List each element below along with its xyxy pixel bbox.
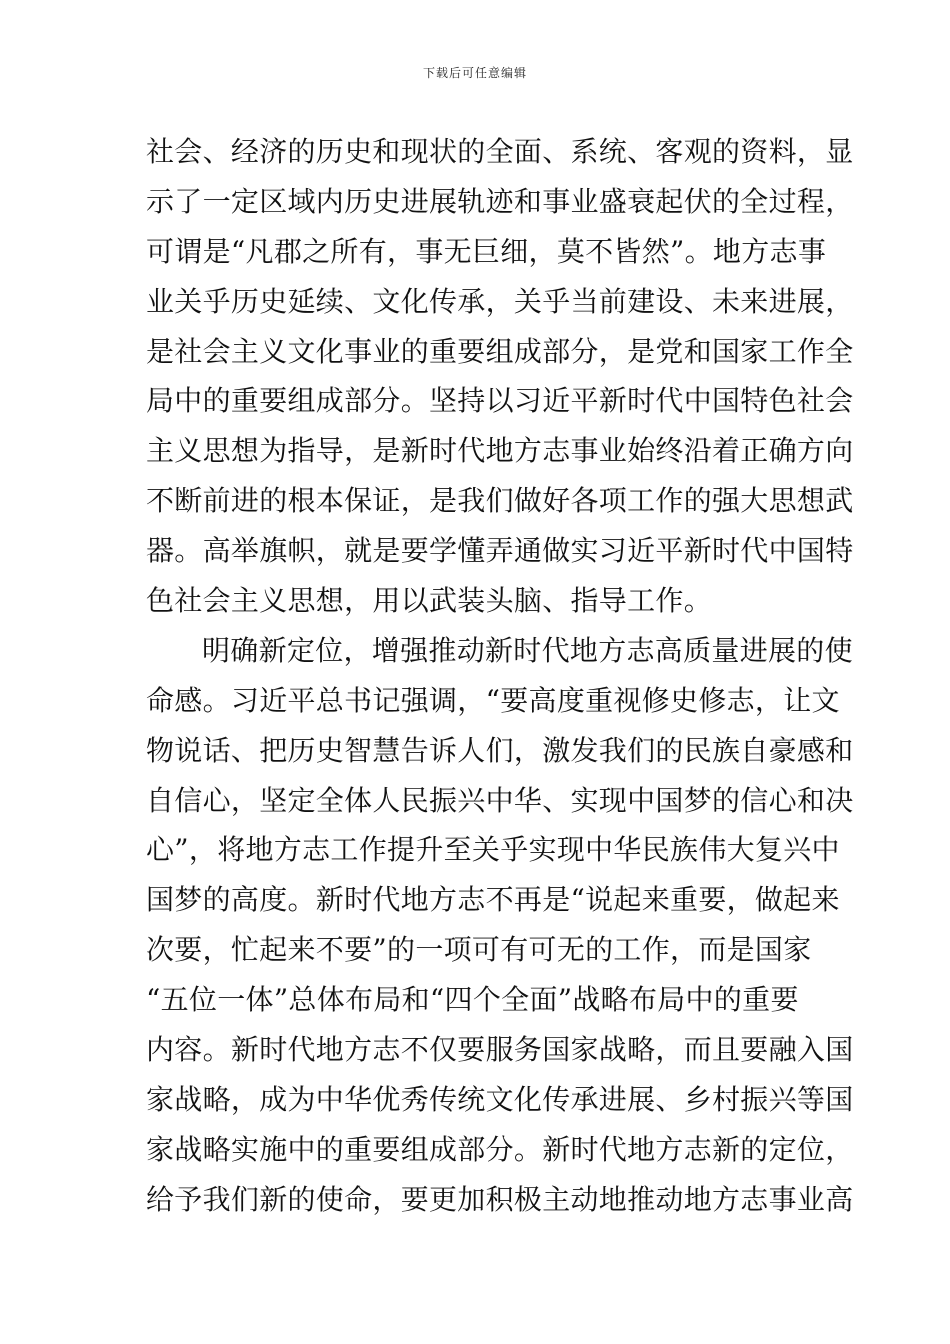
text-line: 局中的重要组成部分。坚持以习近平新时代中国特色社会: [146, 384, 854, 418]
page-header: 下载后可任意编辑: [422, 66, 527, 80]
text-line: 家战略，成为中华优秀传统文化传承进展、乡村振兴等国: [146, 1082, 854, 1116]
text-line: 社会、经济的历史和现状的全面、系统、客观的资料，显: [146, 135, 854, 168]
text-line: 可谓是“凡郡之所有，事无巨细，莫不皆然”。地方志事: [146, 234, 827, 268]
text-line: 器。高举旗帜，就是要学懂弄通做实习近平新时代中国特: [146, 534, 854, 568]
text-line: 命感。习近平总书记强调，“要高度重视修史修志，让文: [146, 683, 840, 717]
text-line: 物说话、把历史智慧告诉人们，激发我们的民族自豪感和: [146, 733, 854, 767]
body-text: [146, 127, 854, 1225]
text-line: 内容。新时代地方志不仅要服务国家战略，而且要融入国: [146, 1033, 854, 1067]
text-line: “五位一体”总体布局和“四个全面”战略布局中的重要: [146, 983, 799, 1017]
text-line: 不断前进的根本保证，是我们做好各项工作的强大思想武: [146, 484, 854, 518]
text-line: 是社会主义文化事业的重要组成部分，是党和国家工作全: [146, 334, 854, 368]
text-line: 色社会主义思想，用以武装头脑、指导工作。: [146, 584, 713, 618]
text-line: 自信心，坚定全体人民振兴中华、实现中国梦的信心和决: [146, 783, 854, 817]
text-line: 心”，将地方志工作提升至关乎实现中华民族伟大复兴中: [146, 833, 840, 867]
text-line: 主义思想为指导，是新时代地方志事业始终沿着正确方向: [146, 434, 854, 468]
text-line: 业关乎历史延续、文化传承，关乎当前建设、未来进展，: [146, 284, 854, 318]
text-line: 次要，忙起来不要”的一项可有可无的工作，而是国家: [146, 933, 812, 967]
text-line: 国梦的高度。新时代地方志不再是“说起来重要，做起来: [146, 883, 840, 917]
text-line: 示了一定区域内历史进展轨迹和事业盛衰起伏的全过程，: [146, 184, 854, 218]
text-line: 家战略实施中的重要组成部分。新时代地方志新的定位，: [146, 1132, 854, 1166]
paragraph-start-line: 明确新定位，增强推动新时代地方志高质量进展的使: [202, 633, 853, 667]
text-line: 给予我们新的使命，要更加积极主动地推动地方志事业高: [146, 1182, 854, 1216]
